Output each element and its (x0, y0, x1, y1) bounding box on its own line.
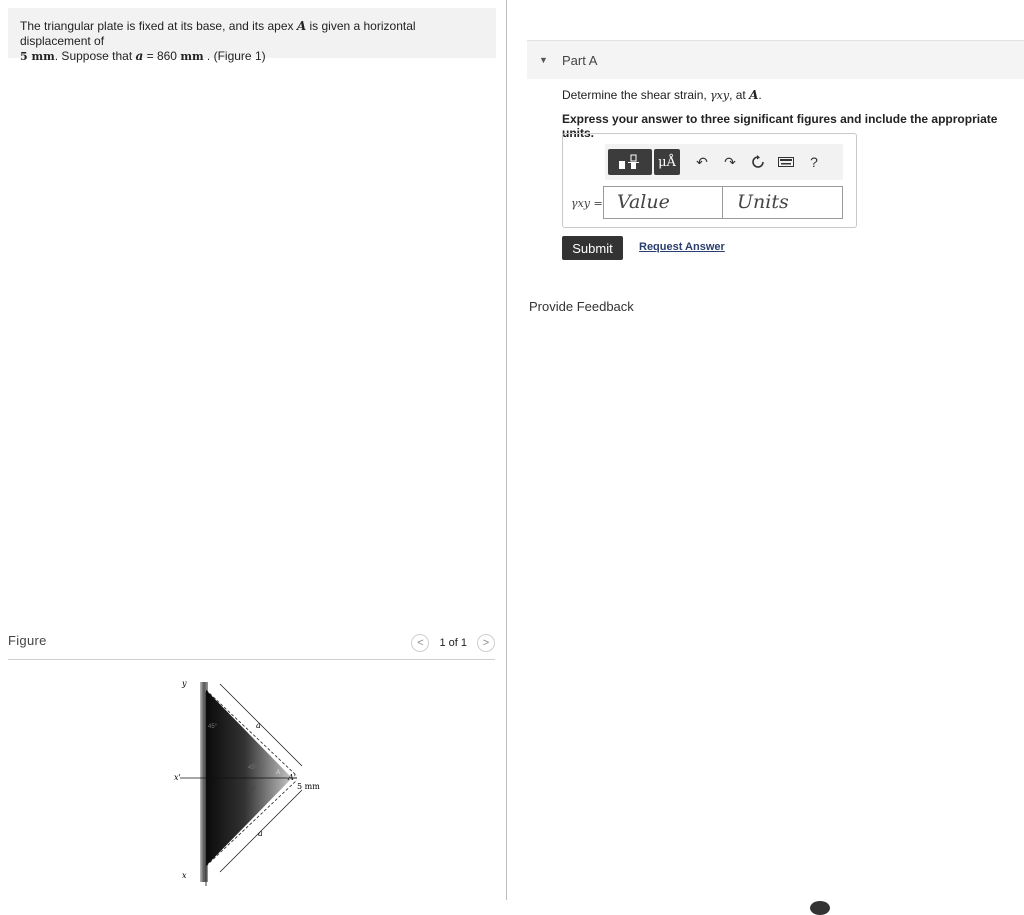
reset-icon[interactable] (744, 149, 772, 175)
units-input[interactable]: Units (723, 186, 843, 219)
request-answer-link[interactable]: Request Answer (639, 241, 725, 253)
a-dimension-bottom: a (258, 829, 263, 838)
question-text (562, 88, 762, 102)
figure-header (8, 631, 495, 660)
redo-icon[interactable]: ↷ (724, 153, 736, 170)
math-toolbar (605, 144, 843, 180)
x-label: x (182, 871, 187, 880)
x-prime-label: x' (174, 773, 181, 782)
answer-label: γxy = (571, 197, 603, 210)
question-suffix: , at (729, 88, 750, 102)
point-symbol: A (749, 88, 759, 102)
angle-label-mid: 45° (248, 765, 258, 771)
question-end: . (758, 88, 762, 102)
value-input[interactable]: Value (603, 186, 723, 219)
figure-title: Figure (8, 633, 47, 648)
template-icon (615, 153, 645, 171)
right-panel (507, 0, 1024, 907)
apex-symbol: A (296, 19, 307, 33)
floating-chat-button[interactable] (810, 901, 830, 915)
figure-page-indicator: 1 of 1 (439, 637, 467, 649)
submit-button[interactable]: Submit (562, 236, 623, 260)
a-dimension-top: a (256, 721, 261, 730)
y-label: y (182, 679, 187, 688)
problem-text: . Suppose that (54, 49, 136, 63)
keyboard-glyph (778, 157, 794, 167)
figure-pager (411, 631, 495, 655)
prev-figure-button[interactable]: < (411, 634, 429, 652)
a-value: = 860 (143, 49, 181, 63)
answer-box (562, 133, 857, 228)
part-a-header[interactable] (527, 40, 1024, 79)
help-button[interactable]: ? (810, 154, 818, 170)
displacement-value: 5 mm (20, 50, 55, 63)
keyboard-icon[interactable] (772, 149, 800, 175)
angle-label-top: 45° (208, 724, 218, 730)
triangular-plate-figure (160, 670, 360, 890)
question-prefix: Determine the shear strain, (562, 88, 711, 102)
templates-button[interactable] (608, 149, 652, 175)
reset-circle-icon (751, 155, 765, 169)
collapse-triangle-icon[interactable]: ▼ (539, 55, 548, 65)
figure-link[interactable]: . (Figure 1) (203, 49, 266, 63)
angle-label-left: 45° (247, 787, 257, 793)
left-panel (0, 0, 506, 907)
provide-feedback-link[interactable]: Provide Feedback (529, 299, 634, 314)
problem-text: is given a horizontal displacement of (20, 19, 416, 48)
a-symbol: a (135, 49, 144, 63)
problem-text: The triangular plate is fixed at its base, and its apex (20, 19, 297, 33)
units-button[interactable]: μÅ (654, 149, 680, 175)
next-figure-button[interactable]: > (477, 634, 495, 652)
point-a-prime-label: A' (288, 773, 296, 782)
problem-statement (8, 8, 496, 63)
answer-instruction: Express your answer to three significant figures and include the appropriate units. (562, 112, 998, 140)
point-a-label: A (276, 770, 281, 776)
a-unit: mm (180, 50, 204, 63)
undo-icon[interactable]: ↶ (696, 153, 708, 170)
displacement-label: 5 mm (297, 782, 320, 791)
part-a-title: Part A (562, 53, 598, 68)
gamma-symbol: γxy (710, 89, 730, 102)
